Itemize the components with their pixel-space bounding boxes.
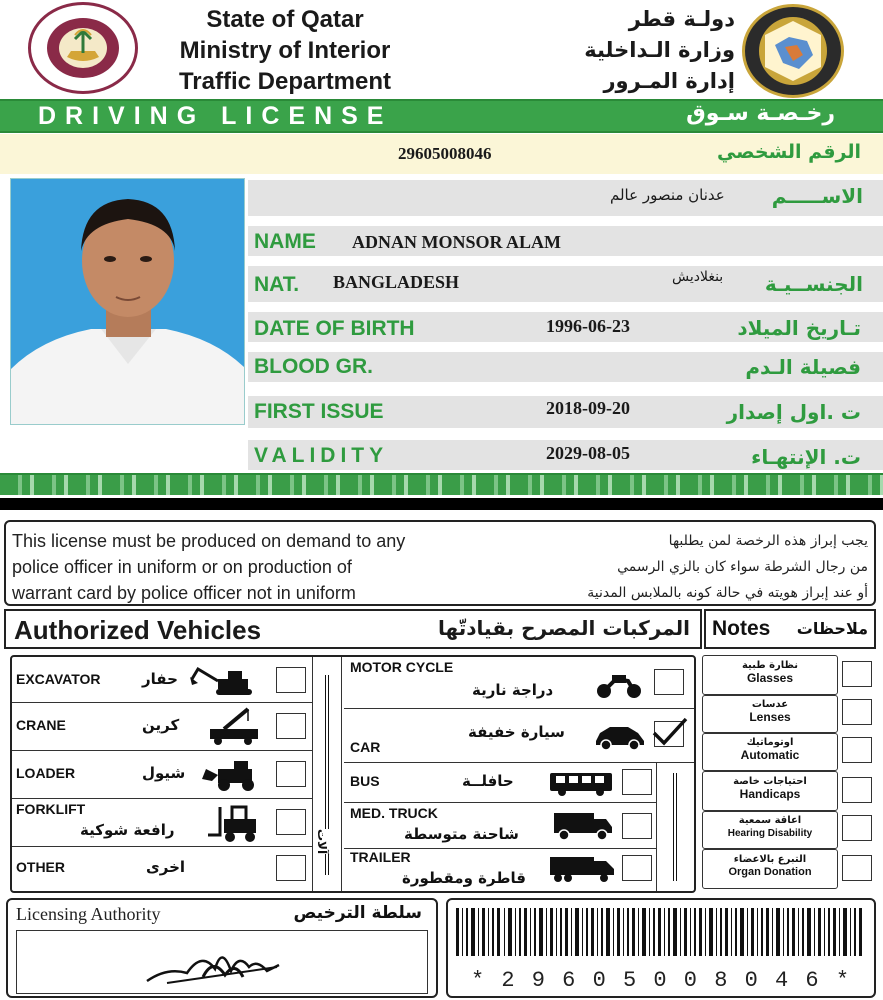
gcc-logo [742, 4, 844, 98]
vehicle-label: BUS [350, 773, 380, 789]
notice-en-line: police officer in uniform or on production of [12, 557, 352, 577]
vehicle-checkbox[interactable] [276, 761, 306, 787]
authority-label: Licensing Authority [16, 904, 161, 924]
department-name-ar: إدارة المـرور [603, 69, 735, 93]
title-en: DRIVING LICENSE [38, 102, 393, 130]
ministry-name: Ministry of Interior [179, 37, 391, 64]
vehicle-row-trailer [344, 849, 656, 891]
note-row-glasses [702, 655, 838, 695]
car-icon [592, 721, 648, 751]
vehicle-label: OTHER [16, 859, 65, 875]
forklift-icon [206, 805, 264, 843]
vehicle-label: LOADER [16, 765, 76, 781]
header-en [140, 4, 430, 97]
first-issue-value: 2018-09-20 [546, 398, 630, 418]
vehicle-row-loader [12, 751, 312, 799]
vehicle-row-car [344, 709, 694, 763]
vehicle-label: CRANE [16, 717, 66, 733]
authorized-vehicles-header [4, 609, 702, 649]
validity-value: 2029-08-05 [546, 443, 630, 463]
note-row-lenses [702, 695, 838, 733]
note-label-ar: التبرع بالاعضاء [733, 854, 807, 865]
personal-id-label-ar: الرقم الشخصي [716, 141, 861, 163]
heavy-vehicles-bracket [656, 763, 694, 891]
vehicle-row-crane [12, 703, 312, 751]
note-label: Automatic [740, 748, 800, 762]
title-banner [0, 99, 883, 133]
vehicle-checkbox[interactable] [622, 855, 652, 881]
first-issue-label: FIRST ISSUE [254, 400, 384, 423]
note-row-automatic [702, 733, 838, 771]
vehicle-label: MED. TRUCK [350, 805, 438, 821]
name-ar-label: الاســـــم [771, 184, 863, 208]
vehicle-checkbox[interactable] [276, 667, 306, 693]
note-label: Handicaps [739, 787, 801, 801]
barcode-text: * 2 9 6 0 5 0 0 8 0 4 6 * [470, 968, 852, 993]
vehicle-label-ar: حفار [142, 670, 178, 688]
vehicle-label-ar: اخرى [146, 858, 186, 876]
authorized-vehicles-title-ar: المركبات المصرح بقيادتّها [438, 616, 690, 640]
note-row-hearing [702, 811, 838, 849]
notice-ar-line: من رجال الشرطة سواء كان بالزي الرسمي [617, 559, 868, 575]
note-checkbox[interactable] [842, 699, 872, 725]
dob-label-ar: تـاريخ الميلاد [737, 316, 861, 340]
name-label: NAME [254, 230, 316, 253]
notes-title-ar: ملاحظات [796, 619, 868, 638]
vehicle-row-forklift [12, 799, 312, 847]
vehicle-row-excavator [12, 657, 312, 703]
card-divider [0, 498, 883, 510]
personal-id-row [0, 134, 883, 174]
licensing-authority-box [6, 898, 438, 998]
note-label: Glasses [746, 671, 794, 685]
notice-en-line: warrant card by police officer not in uniform [12, 583, 356, 603]
portrait-image [11, 179, 245, 425]
note-checkbox[interactable] [842, 737, 872, 763]
vehicle-checkbox[interactable] [276, 855, 306, 881]
note-checkbox[interactable] [842, 777, 872, 803]
nationality-value-ar: بنغلاديش [672, 269, 724, 285]
state-name-ar: دولـة قطر [628, 7, 735, 31]
moi-seal-icon [31, 5, 135, 91]
vehicle-label-ar: رافعة شوكية [80, 821, 175, 839]
dob-label: DATE OF BIRTH [254, 317, 415, 340]
nationality-label: NAT. [254, 273, 300, 296]
bus-icon [548, 769, 614, 797]
notice-box [4, 520, 876, 606]
vehicle-label-ar: شاحنة متوسطة [404, 825, 519, 843]
note-checkbox[interactable] [842, 815, 872, 841]
vehicle-checkbox[interactable] [276, 809, 306, 835]
dob-value: 1996-06-23 [546, 316, 630, 336]
nationality-value: BANGLADESH [333, 272, 460, 292]
vehicle-row-other [12, 847, 312, 891]
vehicle-checkbox[interactable] [622, 813, 652, 839]
vehicle-row-motorcycle [344, 657, 694, 709]
vehicle-label: TRAILER [350, 849, 411, 865]
notes-list [702, 655, 876, 893]
signature-image [17, 931, 429, 995]
vehicle-label: MOTOR CYCLE [350, 659, 454, 675]
note-label-ar: احتياجات خاصة [733, 776, 807, 787]
ministry-name-ar: وزارة الـداخلية [584, 38, 735, 62]
motorcycle-icon [594, 669, 644, 699]
note-checkbox[interactable] [842, 855, 872, 881]
vehicle-checkbox[interactable] [276, 713, 306, 739]
note-label: Organ Donation [728, 866, 812, 878]
excavator-icon [188, 665, 264, 697]
vehicle-label-ar: شيول [142, 764, 186, 782]
title-ar: رخـصـة سـوق [686, 101, 835, 126]
note-row-handicaps [702, 771, 838, 811]
bracket-label-ar: آلات [315, 829, 329, 855]
nationality-label-ar: الجنســيـة [764, 272, 863, 296]
note-label: Hearing Disability [727, 828, 813, 839]
vehicle-checkbox[interactable] [654, 669, 684, 695]
machinery-list [12, 657, 312, 891]
notice-ar-line: أو عند إبراز هويته في حالة كونه بالملابس المدنية [587, 585, 868, 601]
barcode-image [456, 908, 866, 956]
vehicle-row-med-truck [344, 803, 656, 849]
notice-en [12, 528, 405, 606]
note-row-organ-donation [702, 849, 838, 889]
note-label-ar: عدسات [751, 699, 789, 710]
vehicle-label: FORKLIFT [16, 801, 86, 817]
name-ar-value: عدنان منصور عالم [610, 186, 725, 204]
vehicle-label-ar: دراجة نارية [472, 681, 554, 699]
note-checkbox[interactable] [842, 661, 872, 687]
holder-photo [10, 178, 245, 425]
header-ar [560, 4, 735, 97]
vehicle-label: EXCAVATOR [16, 671, 101, 687]
machinery-bracket [312, 657, 342, 891]
vehicle-label-ar: سيارة خفيفة [468, 723, 565, 741]
gcc-emblem-icon [745, 7, 841, 95]
validity-label-ar: ت. الإنتهـاء [751, 445, 861, 469]
vehicle-label: CAR [350, 739, 381, 755]
blood-group-label: BLOOD GR. [254, 355, 373, 378]
notes-title: Notes [712, 617, 771, 640]
vehicle-label-ar: حافلــة [462, 772, 514, 790]
vehicle-list [344, 657, 694, 891]
authority-label-ar: سلطة الترخيص [293, 903, 422, 923]
vehicle-label-ar: كرين [142, 716, 180, 734]
crane-icon [204, 707, 264, 747]
truck-icon [552, 809, 614, 841]
note-label-ar: اوتوماتيك [746, 737, 794, 748]
bracket-line [673, 773, 677, 881]
signature-area [16, 930, 428, 994]
note-label-ar: نظارة طبية [741, 660, 799, 671]
barcode-box [446, 898, 876, 998]
vehicle-label-ar: قاطرة ومقطورة [402, 869, 526, 887]
first-issue-label-ar: ت .اول إصدار [726, 400, 861, 424]
notice-en-line: This license must be produced on demand to any [12, 531, 406, 551]
notice-ar-line: يجب إبراز هذه الرخصة لمن يطلبها [668, 533, 868, 549]
notes-header [704, 609, 876, 649]
license-back [0, 510, 883, 1000]
note-label: Lenses [749, 710, 791, 724]
notice-ar [587, 528, 868, 606]
checkmark-icon [650, 715, 690, 749]
loader-icon [200, 757, 264, 793]
decorative-border [0, 473, 883, 495]
validity-label: VALIDITY [254, 444, 389, 467]
note-label-ar: اعاقة سمعية [738, 815, 802, 826]
trailer-icon [548, 853, 616, 885]
name-value: ADNAN MONSOR ALAM [352, 232, 561, 252]
state-name: State of Qatar [206, 6, 364, 33]
vehicle-checkbox[interactable] [622, 769, 652, 795]
department-name: Traffic Department [178, 68, 392, 95]
personal-id-value: 29605008046 [398, 144, 492, 163]
moi-seal-logo [28, 2, 138, 94]
row-band [248, 226, 883, 256]
vehicle-row-bus [344, 763, 656, 803]
authorized-vehicles-title: Authorized Vehicles [14, 615, 262, 645]
blood-group-label-ar: فصيلة الـدم [745, 355, 861, 379]
